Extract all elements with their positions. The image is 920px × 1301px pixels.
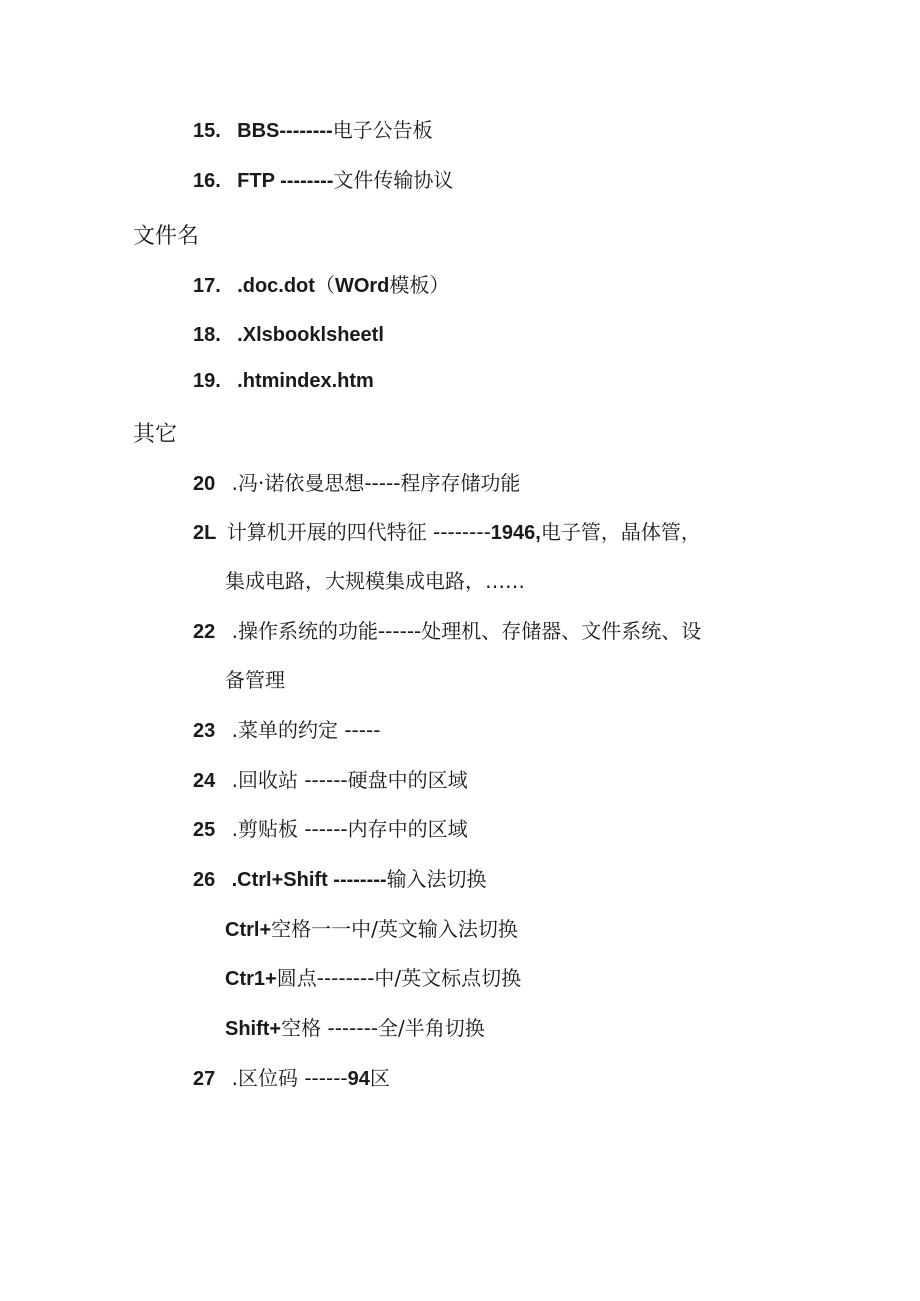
item-number: 23 xyxy=(193,720,216,742)
item-term: .Xlsbooklsheetl xyxy=(237,324,384,346)
item-18 xyxy=(193,320,384,349)
item-number: 26 xyxy=(193,869,216,891)
item-25 xyxy=(193,815,468,844)
shortcut-text: 空格 -------全/半角切换 xyxy=(281,1016,485,1040)
item-text: 输入法切换 xyxy=(386,867,487,891)
item-term: .doc.dot xyxy=(237,275,315,297)
item-20 xyxy=(193,469,520,498)
item-number: 22 xyxy=(193,621,216,643)
item-text: .区位码 ------ xyxy=(231,1066,348,1090)
shortcut-key: Ctr1+ xyxy=(225,968,277,990)
item-24 xyxy=(193,766,468,795)
item-number: 17. xyxy=(193,275,221,297)
item-22-continuation: 备管理 xyxy=(225,668,285,692)
item-text: 计算机开展的四代特征 -------- xyxy=(226,520,491,544)
item-term-word: WOrd xyxy=(334,275,390,297)
item-17 xyxy=(193,271,449,300)
item-number: 27 xyxy=(193,1068,216,1090)
item-number: 15. xyxy=(193,120,221,142)
item-year: 1946, xyxy=(490,522,541,544)
item-text: 模板） xyxy=(389,273,450,297)
item-15 xyxy=(193,116,433,145)
shortcut-line-2 xyxy=(225,964,521,993)
item-number: 16. xyxy=(193,170,221,192)
shortcut-text: 圆点--------中/英文标点切换 xyxy=(276,966,522,990)
item-16 xyxy=(193,166,453,195)
item-term: FTP -------- xyxy=(237,170,334,192)
item-21-continuation: 集成电路，大规模集成电路，…… xyxy=(225,569,525,593)
item-text: .操作系统的功能------处理机、存储器、文件系统、设 xyxy=(231,619,702,643)
shortcut-text: 空格一一中/英文输入法切换 xyxy=(271,917,518,941)
item-text-2: 电子管，晶体管， xyxy=(540,520,701,544)
shortcut-line-3 xyxy=(225,1014,485,1043)
item-26 xyxy=(193,865,487,894)
item-number: 2L xyxy=(193,522,217,544)
item-term: .htmindex.htm xyxy=(237,370,374,392)
shortcut-key: Shift+ xyxy=(225,1018,282,1040)
section-heading-other: 其它 xyxy=(133,422,178,447)
item-term: .Ctrl+Shift -------- xyxy=(231,869,387,891)
item-number: 20 xyxy=(193,473,216,495)
item-text: .菜单的约定 ----- xyxy=(231,718,381,742)
section-heading-files: 文件名 xyxy=(133,224,200,249)
item-paren: （ xyxy=(314,273,335,297)
item-23 xyxy=(193,716,380,745)
shortcut-line-1 xyxy=(225,915,518,944)
item-19 xyxy=(193,366,374,395)
item-text: .剪贴板 ------内存中的区域 xyxy=(231,817,468,841)
item-text: 文件传输协议 xyxy=(333,168,454,192)
item-number: 25 xyxy=(193,819,216,841)
item-number: 18. xyxy=(193,324,221,346)
item-27 xyxy=(193,1064,390,1093)
item-number: 24 xyxy=(193,770,216,792)
item-text: .回收站 ------硬盘中的区域 xyxy=(231,768,468,792)
item-term: BBS-------- xyxy=(237,120,333,142)
item-22 xyxy=(193,617,701,646)
item-number: 19. xyxy=(193,370,221,392)
item-text: 电子公告板 xyxy=(332,118,433,142)
item-number-94: 94 xyxy=(347,1068,370,1090)
item-21 xyxy=(193,518,701,547)
shortcut-key: Ctrl+ xyxy=(225,919,272,941)
item-text-2: 区 xyxy=(369,1066,390,1090)
item-text: .冯·诺依曼思想-----程序存储功能 xyxy=(231,471,521,495)
